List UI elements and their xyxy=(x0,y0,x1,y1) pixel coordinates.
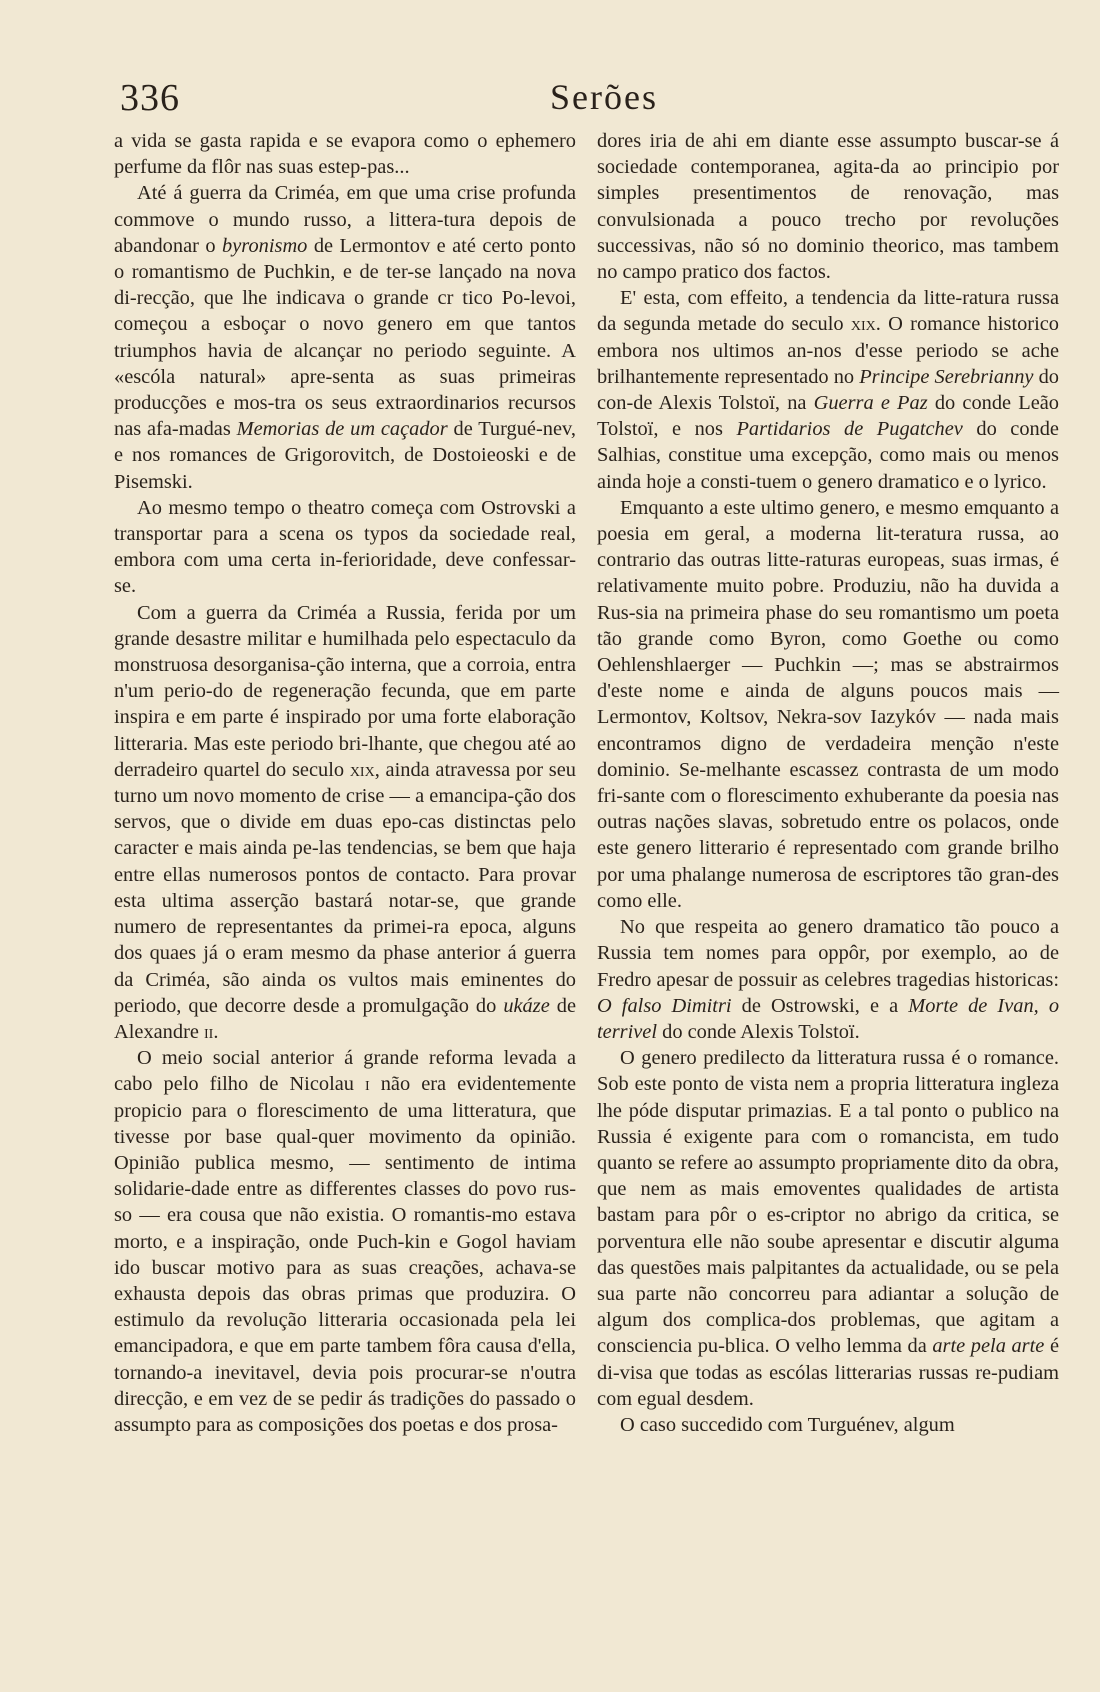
left-column xyxy=(114,128,576,1438)
paragraph: O meio social anterior á grande reforma levada a cabo pelo filho de Nicolau i não era evidentemente propicio para o florescimento de uma litteratura, que tivesse por base qual-quer movimento da opinião. Opinião publica mesmo, — sentimento de intima solidarie-dade entre as differentes classes do povo rus-so — era cousa que não existia. O romantis-mo estava morto, e a inspiração, onde Puch-kin e Gogol haviam ido buscar motivo para as suas creações, achava-se exhausta depois das obras primas que produzira. O estimulo da revolução litteraria occasionada pela lei emancipadora, e que em parte tambem fôra causa d'ella, tornando-a inevitavel, devia pois procurar-se n'outra direcção, e em vez de se pedir ás tradições do passado o assumpto para as composições dos poetas e dos prosa- xyxy=(114,1047,577,1436)
italic-title: Principe Serebrianny xyxy=(859,365,1034,388)
page-number: 336 xyxy=(120,77,180,119)
paragraph: O genero predilecto da litteratura russa é o romance. Sob este ponto de vista nem a propria litteratura ingleza lhe póde disputar primazias. E a tal ponto o publico na Russia é exigente para com o romancista, em tudo quanto se refere ao assumpto propriamente dito da obra, que nem as mais emoventes qualidades de artista bastam para pôr o es-criptor no abrigo da critica, se porventura elle não soube apresentar e discutir alguma das questões mais palpitantes da actualidade, ou se pela sua parte não concorreu para adiantar a solução de algum dos complica-dos problemas, que agitam a consciencia pu-blica. O velho lemma da arte pela arte é di-visa que todas as escólas litterarias russas re-pudiam com egual desdem. xyxy=(597,1047,1059,1410)
paragraph: No que respeita ao genero dramatico tão pouco a Russia tem nomes para oppôr, por exemplo, ao de Fredro apesar de possuir as celebres tragedias historicas: O falso Dimitri de Ostrowski, e a Morte de Ivan, o terrivel do conde Alexis Tolstoï. xyxy=(597,916,1060,1043)
paragraph: E' esta, com effeito, a tendencia da litte-ratura russa da segunda metade do seculo xix. O romance historico embora nos ultimos an-nos d'esse periodo se ache brilhantemente representado no Principe Serebrianny do con-de Alexis Tolstoï, na Guerra e Paz do conde Leão Tolstoï, e nos Partidarios de Pugatchev do conde Salhias, constitue uma excepção, como mais ou menos ainda hoje a consti-tuem o genero dramatico e o lyrico. xyxy=(597,287,1060,493)
paragraph: Emquanto a este ultimo genero, e mesmo emquanto a poesia em geral, a moderna lit-teratura russa, ao contrario das outras litte-raturas europeas, suas irmas, é relativamente muito pobre. Produziu, não ha duvida a Rus-sia na primeira phase do seu romantismo um poeta tão grande como Byron, como Goethe ou como Oehlenshlaerger — Puchkin —; mas se abstrairmos d'este nome e ainda de alguns poucos mais — Lermontov, Koltsov, Nekra-sov Iazykóv — nada mais encontramos digno de verdadeira menção n'este dominio. Se-melhante escassez contrasta de um modo fri-sante com o florescimento exhuberante da poesia nas outras nações slavas, sobretudo entre os polacos, onde este genero litterario é representado com grande brilho por uma phalange numerosa de escriptores tão gran-des como elle. xyxy=(597,496,1059,912)
italic-title: byronismo xyxy=(222,234,308,257)
paragraph: dores iria de ahi em diante esse assumpto buscar-se á sociedade contemporanea, agita-da ao principio por simples presentimentos de renovação, mas convulsionada a pouco trecho por revoluções successivas, não só no dominio theorico, mas tambem no campo pratico dos factos. xyxy=(597,130,1059,284)
italic-title: O falso Dimitri xyxy=(597,994,732,1017)
italic-title: ukáze xyxy=(503,994,550,1017)
page-header xyxy=(120,76,1055,128)
running-head: Serões xyxy=(550,77,658,117)
paragraph: Com a guerra da Criméa a Russia, ferida por um grande desastre militar e humilhada pelo espectaculo da monstruosa desorganisa-ção interna, que a corroia, entra n'um perio-do de regeneração fecunda, que em parte inspira e em parte é inspirado por uma forte elaboração litteraria. Mas este periodo bri-lhante, que chegou até ao derradeiro quartel do seculo xix, ainda atravessa por seu turno um novo momento de crise — a emancipa-ção dos servos, que o divide em duas epo-cas distinctas pelo caracter e mais ainda pe-las tendencias, se bem que haja entre ellas numerosos pontos de contacto. Para provar esta ultima asserção bastará notar-se, que grande numero de representantes da primei-ra epoca, alguns dos quaes já o eram mesmo da phase anterior á guerra da Criméa, são ainda os vultos mais eminentes do periodo, que decorre desde a promulgação do ukáze de Alexandre ii. xyxy=(114,601,577,1043)
paragraph: a vida se gasta rapida e se evapora como o ephemero perfume da flôr nas suas estep-pas... xyxy=(114,130,576,179)
italic-title: Partidarios de Pugatchev xyxy=(736,418,963,441)
italic-title: Memorias de um caçador xyxy=(236,418,448,441)
italic-title: arte pela arte xyxy=(932,1335,1045,1358)
italic-title: Morte de Ivan, o terrivel xyxy=(597,994,1060,1043)
italic-title: Guerra e Paz xyxy=(813,392,928,415)
right-column xyxy=(597,128,1059,1438)
paragraph: Até á guerra da Criméa, em que uma crise profunda commove o mundo russo, a littera-tura depois de abandonar o byronismo de Lermontov e até certo ponto o romantismo de Puchkin, e de ter-se lançado na nova di-recção, que lhe indicava o grande cr tico Po-levoi, começou a esboçar o novo genero em que tantos triumphos havia de alcançar no periodo seguinte. A «escóla natural» apre-senta as suas primeiras producções e mos-tra os seus extraordinarios recursos nas afa-madas Memorias de um caçador de Turgué-nev, e nos romances de Grigorovitch, de Dostoieoski e de Pisemski. xyxy=(114,182,576,493)
paragraph: O caso succedido com Turguénev, algum xyxy=(620,1413,955,1436)
paragraph: Ao mesmo tempo o theatro começa com Ostrovski a transportar para a scena os typos da sociedade real, embora com uma certa in-ferioridade, deve confessar-se. xyxy=(114,496,576,598)
